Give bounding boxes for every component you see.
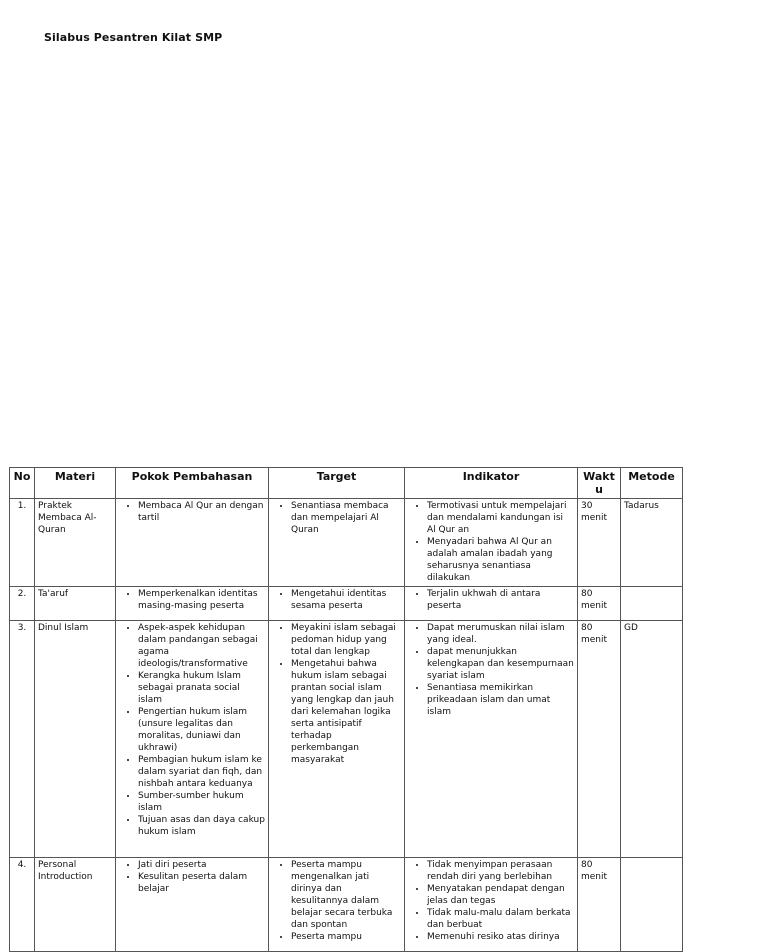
list-item: • Tidak menyimpan perasaan rendah diri yang berlebihan <box>427 859 574 883</box>
cell-target <box>269 587 405 621</box>
indikator-list <box>408 500 574 584</box>
cell-waktu: 30 menit <box>578 499 621 587</box>
list-item: • Termotivasi untuk mempelajari dan mendalami kandungan isi Al Qur an <box>427 500 574 536</box>
list-item: • Tidak malu-malu dalam berkata dan berbuat <box>427 907 574 931</box>
cell-waktu: 80 menit <box>578 621 621 858</box>
cell-materi: Ta'aruf <box>35 587 116 621</box>
cell-indikator <box>405 587 578 621</box>
cell-pokok <box>116 587 269 621</box>
list-item: • Sumber-sumber hukum islam <box>138 790 265 814</box>
cell-metode: Tadarus <box>621 499 683 587</box>
pokok-list <box>119 622 265 838</box>
pokok-list <box>119 500 265 524</box>
header-target: Target <box>269 468 405 499</box>
list-item: • Mengetahui bahwa hukum islam sebagai prantan social islam yang lengkap dan jauh dari kelemahan logika serta antisipatif terhadap perkembangan masyarakat <box>291 658 401 766</box>
indikator-list <box>408 859 574 943</box>
list-item: • Pembagian hukum islam ke dalam syariat dan fiqh, dan nishbah antara keduanya <box>138 754 265 790</box>
list-item: • Senantiasa memikirkan prikeadaan islam dan umat islam <box>427 682 574 718</box>
list-item: • Membaca Al Qur an dengan tartil <box>138 500 265 524</box>
target-list <box>272 859 401 943</box>
list-item: • Peserta mampu <box>291 931 401 943</box>
header-no: No <box>10 468 35 499</box>
list-item: • Memenuhi resiko atas dirinya <box>427 931 574 943</box>
cell-indikator <box>405 858 578 952</box>
indikator-list <box>408 622 574 718</box>
cell-materi: Dinul Islam <box>35 621 116 858</box>
cell-metode: GD <box>621 621 683 858</box>
cell-waktu: 80 menit <box>578 587 621 621</box>
header-metode: Metode <box>621 468 683 499</box>
header-materi: Materi <box>35 468 116 499</box>
pokok-list <box>119 859 265 895</box>
cell-no: 1. <box>10 499 35 587</box>
list-item: • Kesulitan peserta dalam belajar <box>138 871 265 895</box>
target-list <box>272 622 401 766</box>
cell-no: 2. <box>10 587 35 621</box>
list-item: • Tujuan asas dan daya cakup hukum islam <box>138 814 265 838</box>
list-item: • Kerangka hukum Islam sebagai pranata social islam <box>138 670 265 706</box>
cell-target <box>269 621 405 858</box>
cell-materi: Praktek Membaca Al-Quran <box>35 499 116 587</box>
cell-waktu: 80 menit <box>578 858 621 952</box>
cell-pokok <box>116 858 269 952</box>
list-item: • Menyatakan pendapat dengan jelas dan tegas <box>427 883 574 907</box>
syllabus-table <box>9 467 683 952</box>
document-title: Silabus Pesantren Kilat SMP <box>44 31 223 44</box>
list-item: • Mengetahui identitas sesama peserta <box>291 588 401 612</box>
pokok-list <box>119 588 265 612</box>
cell-indikator <box>405 499 578 587</box>
list-item: • Menyadari bahwa Al Qur an adalah amalan ibadah yang seharusnya senantiasa dilakukan <box>427 536 574 584</box>
cell-metode <box>621 858 683 952</box>
cell-materi: Personal Introduction <box>35 858 116 952</box>
list-item: • Memperkenalkan identitas masing-masing peserta <box>138 588 265 612</box>
table-header-row <box>10 468 683 499</box>
indikator-list <box>408 588 574 612</box>
table-row <box>10 499 683 587</box>
table-row <box>10 858 683 952</box>
list-item: • Aspek-aspek kehidupan dalam pandangan sebagai agama ideologis/transformative <box>138 622 265 670</box>
cell-target <box>269 858 405 952</box>
cell-metode <box>621 587 683 621</box>
cell-pokok <box>116 499 269 587</box>
list-item: • Peserta mampu mengenalkan jati dirinya dan kesulitannya dalam belajar secara terbuka dan spontan <box>291 859 401 931</box>
list-item: • dapat menunjukkan kelengkapan dan kesempurnaan syariat islam <box>427 646 574 682</box>
list-item: • Meyakini islam sebagai pedoman hidup yang total dan lengkap <box>291 622 401 658</box>
table-row <box>10 621 683 858</box>
cell-target <box>269 499 405 587</box>
list-item: • Senantiasa membaca dan mempelajari Al Quran <box>291 500 401 536</box>
target-list <box>272 588 401 612</box>
cell-no: 3. <box>10 621 35 858</box>
list-item: • Jati diri peserta <box>138 859 265 871</box>
cell-no: 4. <box>10 858 35 952</box>
target-list <box>272 500 401 536</box>
table-row <box>10 587 683 621</box>
list-item: • Terjalin ukhwah di antara peserta <box>427 588 574 612</box>
list-item: • Pengertian hukum islam (unsure legalitas dan moralitas, duniawi dan ukhrawi) <box>138 706 265 754</box>
cell-pokok <box>116 621 269 858</box>
header-indikator: Indikator <box>405 468 578 499</box>
header-waktu: Waktu <box>578 468 621 499</box>
cell-indikator <box>405 621 578 858</box>
header-pokok-pembahasan: Pokok Pembahasan <box>116 468 269 499</box>
list-item: • Dapat merumuskan nilai islam yang ideal. <box>427 622 574 646</box>
